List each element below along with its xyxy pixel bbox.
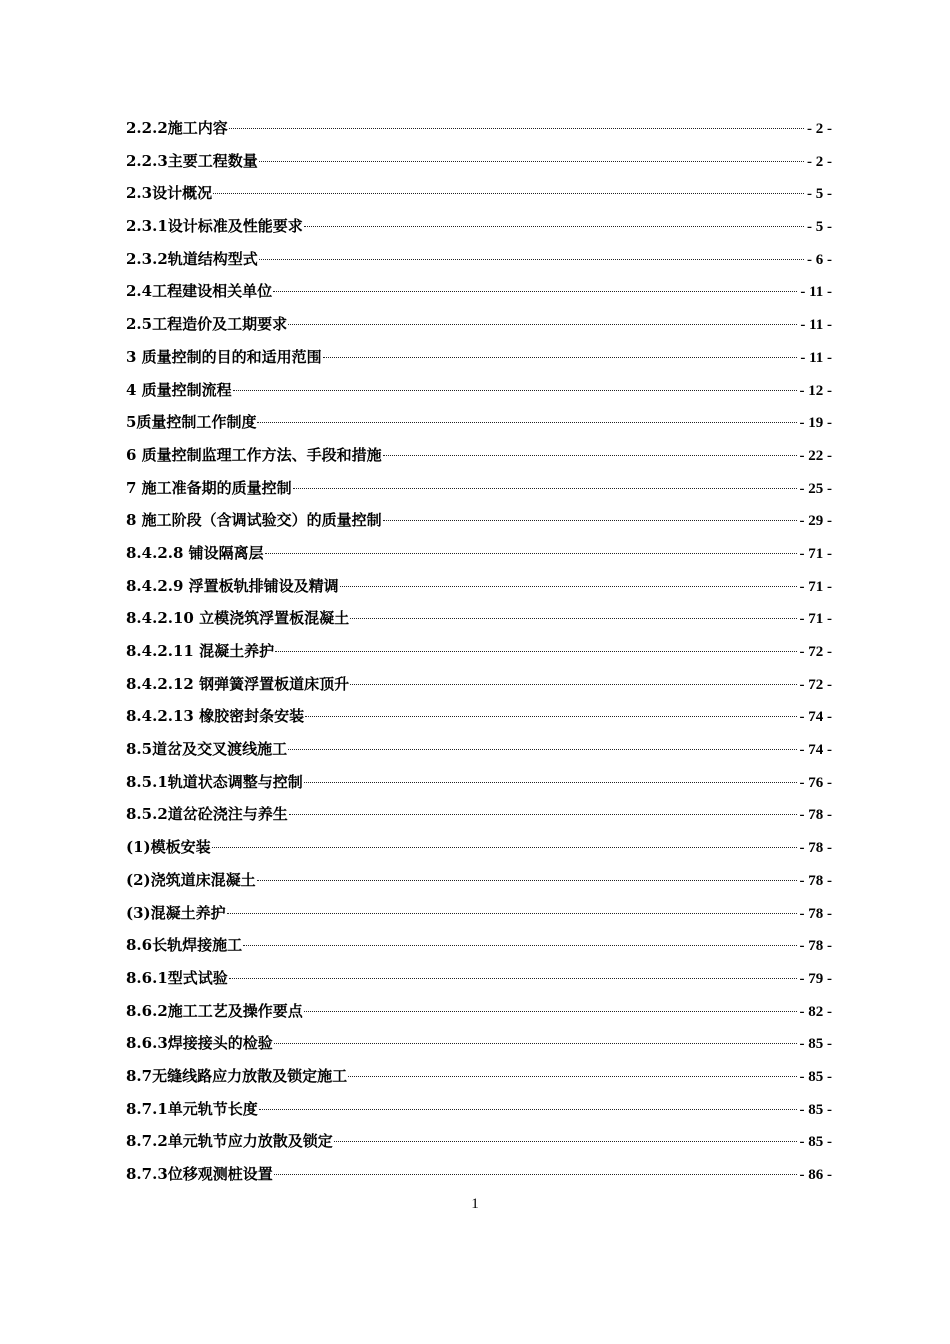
toc-dot-leader [229, 128, 804, 129]
toc-entry-page: - 78 - [799, 840, 832, 857]
toc-dot-leader [257, 880, 797, 881]
toc-dot-leader [383, 455, 797, 456]
toc-entry[interactable] [126, 929, 832, 962]
toc-entry-page: - 72 - [799, 676, 832, 693]
toc-entry-label: 8.4.2.12 钢弹簧浮置板道床顶升 [126, 674, 350, 693]
toc-entry[interactable] [126, 1125, 832, 1158]
toc-entry[interactable] [126, 341, 832, 374]
toc-entry[interactable] [126, 1060, 832, 1093]
toc-entry-page: - 5 - [807, 219, 832, 236]
toc-entry[interactable] [126, 145, 832, 178]
toc-entry-page: - 22 - [799, 447, 832, 464]
toc-entry[interactable] [126, 112, 832, 145]
toc-entry-page: - 74 - [799, 742, 832, 759]
toc-entry-page: - 85 - [799, 1134, 832, 1151]
toc-dot-leader [275, 651, 796, 652]
toc-entry-label: (2)浇筑道床混凝土 [126, 870, 256, 889]
toc-entry-label: 2.3.2轨道结构型式 [126, 249, 258, 268]
toc-entry-page: - 86 - [799, 1167, 832, 1183]
toc-dot-leader [259, 161, 804, 162]
toc-dot-leader [257, 422, 796, 423]
toc-entry[interactable] [126, 962, 832, 995]
toc-entry[interactable] [126, 406, 832, 439]
toc-entry-label: 2.3.1设计标准及性能要求 [126, 217, 303, 236]
toc-entry[interactable] [126, 1093, 832, 1126]
toc-entry[interactable] [126, 243, 832, 276]
toc-entry-label: (3)混凝土养护 [126, 903, 226, 922]
toc-entry-page: - 11 - [800, 317, 832, 334]
toc-entry-page: - 29 - [799, 513, 832, 530]
toc-dot-leader [304, 782, 797, 783]
toc-entry-label: 2.4工程建设相关单位 [126, 282, 273, 301]
toc-dot-leader [304, 226, 804, 227]
toc-entry-page: - 71 - [799, 578, 832, 595]
toc-entry-page: - 85 - [799, 1068, 832, 1085]
toc-entry[interactable] [126, 504, 832, 537]
toc-entry-label: 8.5.2道岔砼浇注与养生 [126, 805, 288, 824]
toc-entry-page: - 72 - [799, 644, 832, 660]
toc-entry[interactable] [126, 668, 832, 701]
toc-dot-leader [265, 553, 797, 554]
toc-entry-label: 8.7.1单元轨节长度 [126, 1099, 258, 1118]
toc-entry-page: - 11 - [800, 284, 832, 301]
toc-entry-label: 7 施工准备期的质量控制 [126, 478, 292, 497]
toc-entry-page: - 74 - [799, 709, 832, 726]
toc-entry-page: - 85 - [799, 1036, 832, 1053]
toc-entry[interactable] [126, 897, 832, 930]
toc-dot-leader [293, 488, 797, 489]
toc-entry-label: 6 质量控制监理工作方法、手段和措施 [126, 445, 382, 464]
toc-entry-label: 8.6.1型式试验 [126, 968, 228, 987]
toc-entry-label: 8.5.1轨道状态调整与控制 [126, 772, 303, 791]
toc-entry-label: 8.7无缝线路应力放散及锁定施工 [126, 1066, 348, 1085]
toc-entry-label: 8.6长轨焊接施工 [126, 936, 243, 955]
toc-entry-page: - 2 - [807, 153, 832, 170]
toc-entry[interactable] [126, 864, 832, 897]
toc-entry-label: 2.5工程造价及工期要求 [126, 315, 288, 334]
toc-entry-label: (1)模板安装 [126, 838, 211, 857]
toc-entry-label: 2.2.3主要工程数量 [126, 151, 258, 170]
toc-entry[interactable] [126, 602, 832, 635]
toc-entry-label: 8.4.2.11 混凝土养护 [126, 642, 275, 660]
toc-dot-leader [243, 945, 796, 946]
toc-dot-leader [334, 1141, 797, 1142]
toc-entry-label: 8 施工阶段（含调试验交）的质量控制 [126, 511, 382, 530]
toc-entry-page: - 78 - [799, 905, 832, 922]
toc-entry-label: 8.5道岔及交叉渡线施工 [126, 740, 288, 759]
toc-dot-leader [350, 684, 796, 685]
toc-entry-label: 8.7.2单元轨节应力放散及锁定 [126, 1132, 333, 1151]
toc-entry[interactable] [126, 766, 832, 799]
toc-entry-label: 2.3设计概况 [126, 184, 213, 203]
toc-entry-page: - 71 - [799, 545, 832, 562]
toc-entry-page: - 19 - [799, 415, 832, 432]
toc-dot-leader [229, 978, 797, 979]
toc-entry-page: - 78 - [799, 807, 832, 824]
toc-dot-leader [213, 193, 804, 194]
toc-dot-leader [305, 716, 796, 717]
toc-entry[interactable] [126, 472, 832, 505]
toc-dot-leader [304, 1011, 797, 1012]
toc-entry-page: - 11 - [800, 349, 832, 366]
toc-entry-page: - 76 - [799, 774, 832, 791]
toc-dot-leader [323, 357, 798, 358]
toc-entry[interactable] [126, 635, 832, 668]
toc-entry-label: 8.4.2.13 橡胶密封条安装 [126, 707, 305, 726]
toc-dot-leader [348, 1076, 796, 1077]
table-of-contents [126, 112, 832, 1191]
toc-entry-page: - 6 - [807, 251, 832, 268]
toc-dot-leader [212, 847, 797, 848]
toc-dot-leader [350, 618, 796, 619]
toc-entry-page: - 2 - [807, 121, 832, 137]
toc-entry-label: 3 质量控制的目的和适用范围 [126, 347, 322, 366]
toc-entry-page: - 79 - [799, 970, 832, 987]
toc-entry-page: - 78 - [799, 938, 832, 955]
toc-entry[interactable] [126, 1158, 832, 1191]
toc-dot-leader [288, 324, 797, 325]
toc-entry[interactable] [126, 700, 832, 733]
toc-dot-leader [273, 291, 797, 292]
toc-entry[interactable] [126, 570, 832, 603]
toc-entry-page: - 85 - [799, 1101, 832, 1118]
toc-entry[interactable] [126, 374, 832, 407]
toc-dot-leader [274, 1174, 797, 1175]
toc-dot-leader [233, 390, 797, 391]
toc-entry-label: 8.7.3位移观测桩设置 [126, 1165, 273, 1183]
toc-dot-leader [340, 586, 797, 587]
toc-dot-leader [259, 1109, 797, 1110]
toc-dot-leader [288, 749, 796, 750]
toc-entry-page: - 12 - [799, 382, 832, 399]
toc-entry-page: - 5 - [807, 186, 832, 203]
toc-entry-page: - 25 - [799, 480, 832, 497]
toc-entry-page: - 78 - [799, 872, 832, 889]
toc-entry[interactable] [126, 831, 832, 864]
toc-entry-label: 8.4.2.10 立模浇筑浮置板混凝土 [126, 609, 350, 628]
toc-entry[interactable] [126, 439, 832, 472]
toc-entry-label: 8.4.2.9 浮置板轨排铺设及精调 [126, 576, 339, 595]
toc-entry-label: 8.4.2.8 铺设隔离层 [126, 543, 264, 562]
toc-entry[interactable] [126, 1027, 832, 1060]
toc-entry[interactable] [126, 798, 832, 831]
toc-entry[interactable] [126, 275, 832, 308]
toc-dot-leader [274, 1043, 797, 1044]
toc-entry-label: 4 质量控制流程 [126, 380, 232, 399]
toc-entry[interactable] [126, 210, 832, 243]
toc-entry-label: 8.6.3焊接接头的检验 [126, 1034, 273, 1053]
toc-dot-leader [383, 520, 797, 521]
toc-dot-leader [227, 913, 797, 914]
page-number: 1 [471, 1196, 479, 1212]
toc-entry[interactable] [126, 733, 832, 766]
toc-entry-page: - 82 - [799, 1003, 832, 1020]
toc-entry-label: 8.6.2施工工艺及操作要点 [126, 1001, 303, 1020]
toc-dot-leader [259, 259, 804, 260]
toc-entry[interactable] [126, 537, 832, 570]
toc-entry[interactable] [126, 995, 832, 1028]
toc-dot-leader [289, 814, 797, 815]
toc-entry-page: - 71 - [799, 611, 832, 628]
toc-entry-label: 2.2.2施工内容 [126, 119, 228, 137]
toc-entry[interactable] [126, 177, 832, 210]
toc-entry[interactable] [126, 308, 832, 341]
toc-entry-label: 5质量控制工作制度 [126, 413, 257, 432]
